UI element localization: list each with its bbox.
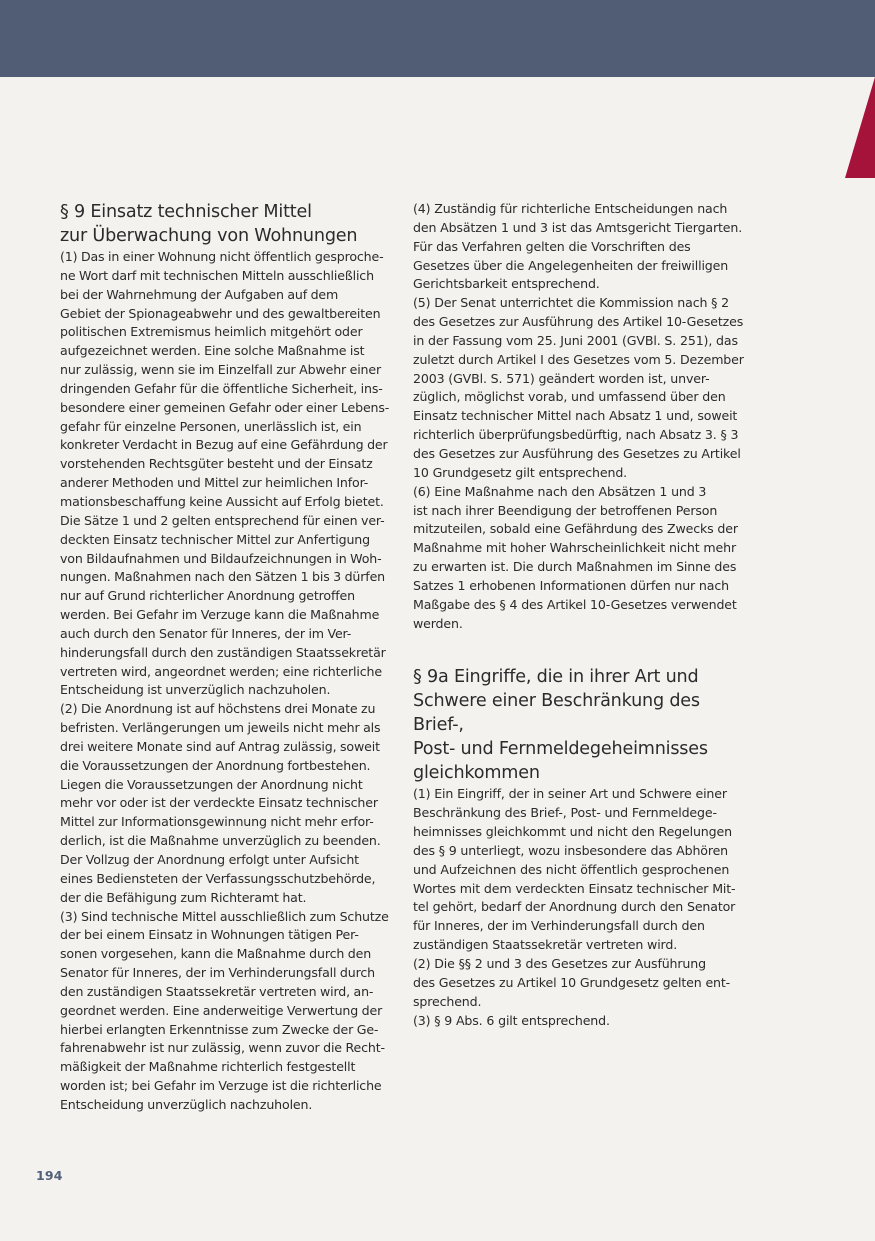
- text-line: des Gesetzes zur Ausführung des Gesetzes zu Artikel: [413, 445, 741, 461]
- text-line: Gesetzes über die Angelegenheiten der freiwilligen: [413, 257, 729, 273]
- section-9-continued-body: [413, 200, 744, 633]
- text-line: Mittel zur Informationsgewinnung nicht mehr erfor-: [60, 814, 374, 830]
- accent-corner-tab: [845, 77, 875, 178]
- text-line: sprechend.: [413, 993, 482, 1009]
- text-line: besondere einer gemeinen Gefahr oder einer Lebens-: [60, 399, 390, 415]
- text-line: (6) Eine Maßnahme nach den Absätzen 1 und 3: [413, 483, 707, 499]
- heading-line: gleichkommen: [413, 763, 540, 784]
- section-9a-heading: [413, 665, 739, 785]
- text-line: (2) Die §§ 2 und 3 des Gesetzes zur Ausführung: [413, 956, 706, 971]
- text-line: werden. Bei Gefahr im Verzuge kann die Maßnahme: [60, 607, 380, 623]
- section-9-heading: [60, 200, 386, 248]
- text-line: fahrenabwehr ist nur zulässig, wenn zuvor die Recht-: [60, 1040, 385, 1056]
- text-line: Die Sätze 1 und 2 gelten entsprechend für einen ver-: [60, 512, 385, 528]
- text-line: nur zulässig, wenn sie im Einzelfall zur Abwehr einer: [60, 362, 382, 378]
- text-line: politischen Extremismus heimlich mitgehört oder: [60, 324, 363, 340]
- text-line: vertreten wird, angeordnet werden; eine richterliche: [60, 663, 382, 679]
- text-line: für Inneres, der im Verhinderungsfall durch den: [413, 918, 705, 934]
- text-line: Für das Verfahren gelten die Vorschriften des: [413, 238, 691, 254]
- text-line: geordnet werden. Eine anderweitige Verwertung der: [60, 1002, 383, 1018]
- section-9a-body: [413, 785, 739, 1030]
- text-line: (3) § 9 Abs. 6 gilt entsprechend.: [413, 1012, 610, 1028]
- text-line: derlich, ist die Maßnahme unverzüglich zu beenden.: [60, 833, 381, 849]
- page-number: 194: [36, 1168, 63, 1183]
- text-line: hinderungsfall durch den zuständigen Staatssekretär: [60, 644, 386, 660]
- left-column: [60, 200, 390, 1115]
- text-line: (3) Sind technische Mittel ausschließlich zum Schutze: [60, 908, 389, 924]
- text-line: auch durch den Senator für Inneres, der im Ver-: [60, 625, 352, 641]
- text-line: Der Vollzug der Anordnung erfolgt unter Aufsicht: [60, 852, 359, 867]
- text-line: mationsbeschaffung keine Aussicht auf Erfolg bietet.: [60, 493, 384, 509]
- text-line: bei der Wahrnehmung der Aufgaben auf dem: [60, 286, 339, 302]
- text-line: Beschränkung des Brief-, Post- und Fernmeldege-: [413, 805, 717, 821]
- text-line: (4) Zuständig für richterliche Entscheidungen nach: [413, 201, 728, 216]
- text-line: ist nach ihrer Beendigung der betroffenen Person: [413, 502, 718, 518]
- text-line: der bei einem Einsatz in Wohnungen tätigen Per-: [60, 927, 359, 943]
- accent-triangle: [845, 77, 875, 178]
- text-line: der die Befähigung zum Richteramt hat.: [60, 889, 307, 905]
- text-line: eines Bediensteten der Verfassungsschutzbehörde,: [60, 870, 376, 886]
- text-line: des Gesetzes zur Ausführung des Artikel 10-Gesetzes: [413, 314, 744, 330]
- text-line: Gebiet der Spionageabwehr und des gewaltbereiten: [60, 305, 381, 321]
- text-line: (2) Die Anordnung ist auf höchstens drei Monate zu: [60, 701, 376, 717]
- text-line: den Absätzen 1 und 3 ist das Amtsgericht Tiergarten.: [413, 219, 743, 235]
- text-line: mehr vor oder ist der verdeckte Einsatz technischer: [60, 795, 378, 811]
- text-line: nur auf Grund richterlicher Anordnung getroffen: [60, 588, 355, 604]
- text-line: von Bildaufnahmen und Bildaufzeichnungen in Woh-: [60, 550, 382, 566]
- text-line: (1) Das in einer Wohnung nicht öffentlich gesproche-: [60, 249, 384, 264]
- text-line: 2003 (GVBl. S. 571) geändert worden ist, unver-: [413, 370, 710, 386]
- text-line: Liegen die Voraussetzungen der Anordnung nicht: [60, 776, 363, 792]
- text-line: heimnisses gleichkommt und nicht den Regelungen: [413, 824, 732, 840]
- text-line: Entscheidung ist unverzüglich nachzuholen.: [60, 682, 331, 698]
- text-line: (1) Ein Eingriff, der in seiner Art und Schwere einer: [413, 786, 727, 802]
- text-line: Maßgabe des § 4 des Artikel 10-Gesetzes verwendet: [413, 596, 737, 612]
- text-line: gefahr für einzelne Personen, unerlässlich ist, ein: [60, 418, 362, 434]
- text-line: hierbei erlangten Erkenntnisse zum Zwecke der Ge-: [60, 1021, 379, 1037]
- text-line: ne Wort darf mit technischen Mitteln ausschließlich: [60, 267, 374, 283]
- text-line: züglich, möglichst vorab, und umfassend über den: [413, 389, 726, 405]
- text-line: tel gehört, bedarf der Anordnung durch den Senator: [413, 899, 736, 915]
- text-line: den zuständigen Staatssekretär vertreten wird, an-: [60, 983, 374, 999]
- heading-line: Post- und Fernmeldegeheimnisses: [413, 739, 708, 760]
- text-line: Wortes mit dem verdeckten Einsatz technischer Mit-: [413, 880, 736, 896]
- text-line: Einsatz technischer Mittel nach Absatz 1 und, soweit: [413, 408, 738, 424]
- text-line: nungen. Maßnahmen nach den Sätzen 1 bis 3 dürfen: [60, 569, 386, 585]
- heading-line: § 9a Eingriffe, die in ihrer Art und: [413, 667, 699, 688]
- text-line: zuletzt durch Artikel I des Gesetzes vom 5. Dezember: [413, 351, 744, 367]
- text-line: drei weitere Monate sind auf Antrag zulässig, soweit: [60, 738, 380, 754]
- text-line: sonen vorgesehen, kann die Maßnahme durch den: [60, 946, 372, 962]
- text-line: konkreter Verdacht in Bezug auf eine Gefährdung der: [60, 437, 388, 453]
- text-line: worden ist; bei Gefahr im Verzuge ist die richterliche: [60, 1078, 382, 1094]
- text-line: des § 9 unterliegt, wozu insbesondere das Abhören: [413, 842, 729, 858]
- text-line: in der Fassung vom 25. Juni 2001 (GVBl. S. 251), das: [413, 332, 738, 348]
- text-line: dringenden Gefahr für die öffentliche Sicherheit, ins-: [60, 380, 383, 396]
- text-line: Gerichtsbarkeit entsprechend.: [413, 276, 600, 292]
- heading-line: § 9 Einsatz technischer Mittel: [60, 202, 312, 222]
- text-line: des Gesetzes zu Artikel 10 Grundgesetz gelten ent-: [413, 974, 731, 990]
- text-line: vorstehenden Rechtsgüter besteht und der Einsatz: [60, 456, 373, 472]
- text-line: befristen. Verlängerungen um jeweils nicht mehr als: [60, 720, 381, 736]
- text-line: und Aufzeichnen des nicht öffentlich gesprochenen: [413, 861, 730, 877]
- text-line: zu erwarten ist. Die durch Maßnahmen im Sinne des: [413, 559, 737, 575]
- right-column: [413, 200, 744, 1030]
- section-9-body: [60, 248, 390, 1115]
- text-line: aufgezeichnet werden. Eine solche Maßnahme ist: [60, 343, 365, 359]
- heading-line: Schwere einer Beschränkung des Brief-,: [413, 691, 700, 736]
- text-line: Senator für Inneres, der im Verhinderungsfall durch: [60, 965, 375, 981]
- text-line: die Voraussetzungen der Anordnung fortbestehen.: [60, 757, 371, 773]
- heading-line: zur Überwachung von Wohnungen: [60, 226, 358, 246]
- text-line: richterlich überprüfungsbedürftig, nach Absatz 3. § 3: [413, 427, 739, 443]
- text-line: mäßigkeit der Maßnahme richterlich festgestellt: [60, 1059, 356, 1075]
- text-line: 10 Grundgesetz gilt entsprechend.: [413, 464, 628, 480]
- text-line: (5) Der Senat unterrichtet die Kommission nach § 2: [413, 295, 730, 311]
- text-line: zuständigen Staatssekretär vertreten wird.: [413, 937, 678, 953]
- text-line: mitzuteilen, sobald eine Gefährdung des Zwecks der: [413, 521, 738, 537]
- text-line: Satzes 1 erhobenen Informationen dürfen nur nach: [413, 577, 729, 593]
- text-line: deckten Einsatz technischer Mittel zur Anfertigung: [60, 531, 370, 547]
- text-line: anderer Methoden und Mittel zur heimlichen Infor-: [60, 475, 369, 491]
- text-line: Entscheidung unverzüglich nachzuholen.: [60, 1096, 313, 1112]
- header-bar: [0, 0, 875, 77]
- text-line: werden.: [413, 615, 463, 631]
- text-line: Maßnahme mit hoher Wahrscheinlichkeit nicht mehr: [413, 540, 736, 556]
